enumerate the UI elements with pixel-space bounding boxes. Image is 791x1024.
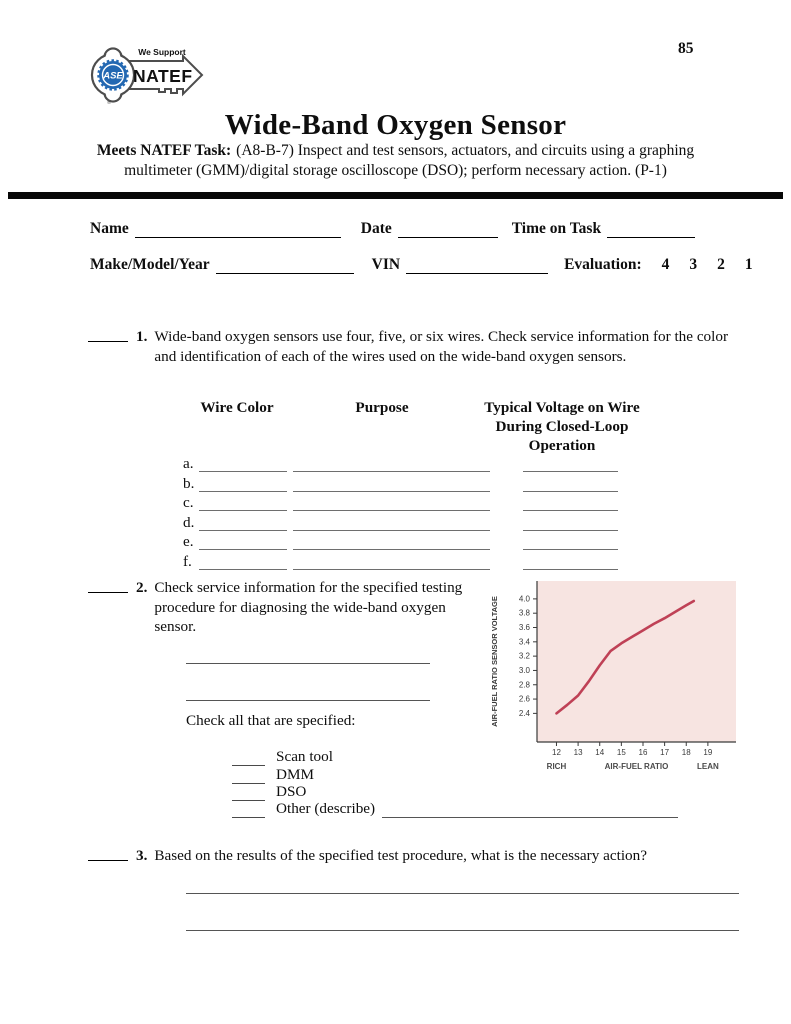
task-line-2: multimeter (GMM)/digital storage oscilloscope (DSO); perform necessary action. (P-1) <box>124 161 667 179</box>
x-tick-label: 14 <box>595 748 605 757</box>
natef-task-statement <box>0 141 791 180</box>
wire-row-letter: b. <box>183 474 195 492</box>
rich-annotation: RICH <box>546 762 567 771</box>
y-tick-label: 3.0 <box>518 665 530 675</box>
wire-row-f <box>150 553 695 572</box>
q3-answer-line-2 <box>186 930 739 931</box>
evaluation-score-4: 4 <box>661 256 670 273</box>
wire-row-letter: e. <box>183 533 194 550</box>
x-tick-label: 18 <box>681 748 691 757</box>
q3-text: Based on the results of the specified test procedure, what is the necessary action? <box>154 847 647 864</box>
evaluation-score-2: 2 <box>717 256 725 273</box>
option-check-blank <box>232 805 265 818</box>
q2-answer-line-1 <box>186 663 430 664</box>
q1-number: 1. <box>136 328 148 345</box>
voltage-blank <box>523 471 618 472</box>
date-blank <box>398 223 498 238</box>
option-check-blank <box>232 753 265 766</box>
wire-table <box>150 392 695 570</box>
x-tick-label: 16 <box>638 748 648 757</box>
y-tick-label: 3.8 <box>518 608 530 618</box>
task-line-1 <box>0 141 791 161</box>
wire-color-blank <box>199 549 287 550</box>
purpose-blank <box>293 491 490 492</box>
y-tick-label: 2.6 <box>518 694 530 704</box>
evaluation-score-3: 3 <box>689 256 698 273</box>
vin-label: VIN <box>371 256 401 273</box>
task-text: (A8-B-7) Inspect and test sensors, actuators, and circuits using a graphing <box>236 142 695 159</box>
info-row-2 <box>90 256 753 274</box>
time-on-task-blank <box>607 223 695 238</box>
q2-status-blank <box>88 578 128 593</box>
q1-status-blank <box>88 327 128 342</box>
y-tick-label: 2.8 <box>518 680 530 690</box>
plot-area <box>537 581 736 742</box>
y-tick-label: 3.2 <box>518 651 530 661</box>
q3-number: 3. <box>136 847 148 864</box>
question-2 <box>88 578 488 637</box>
purpose-blank <box>293 510 490 511</box>
registered-mark: ® <box>107 100 112 106</box>
wire-row-letter: d. <box>183 513 195 531</box>
afr-chart-svg <box>487 576 741 782</box>
option-other <box>232 801 678 818</box>
voltage-blank <box>523 510 618 511</box>
we-support-label: We Support <box>138 47 186 57</box>
voltage-blank <box>523 549 618 550</box>
voltage-blank <box>523 569 618 570</box>
y-tick-label: 2.4 <box>518 708 530 718</box>
option-check-blank <box>232 771 265 784</box>
y-tick-label: 3.4 <box>518 637 530 647</box>
time-on-task-label: Time on Task <box>511 220 602 237</box>
page-number: 85 <box>678 40 694 57</box>
wire-color-blank <box>199 530 287 531</box>
wire-row-a <box>150 455 695 474</box>
q2-number: 2. <box>136 579 148 596</box>
info-row-1 <box>90 220 695 238</box>
wire-row-d <box>150 514 695 533</box>
purpose-blank <box>293 530 490 531</box>
y-tick-label: 4.0 <box>518 594 530 604</box>
q1-text: Wide-band oxygen sensors use four, five, or six wires. Check service information for the color and identification of each of the wires used on the wide-band oxygen sensors. <box>154 328 729 365</box>
wire-row-letter: f. <box>183 552 192 570</box>
y-axis-label: AIR-FUEL RATIO SENSOR VOLTAGE <box>490 596 499 727</box>
purpose-blank <box>293 569 490 570</box>
natef-ase-logo <box>86 44 220 106</box>
x-axis-label: AIR-FUEL RATIO <box>604 762 669 771</box>
option-label: Other (describe) <box>276 800 376 818</box>
make-model-year-blank <box>216 259 354 274</box>
wire-row-c <box>150 494 695 513</box>
purpose-blank <box>293 471 490 472</box>
q3-status-blank <box>88 846 128 861</box>
wire-row-letter: c. <box>183 494 194 511</box>
divider-rule <box>8 192 783 199</box>
date-label: Date <box>360 220 392 237</box>
x-tick-label: 13 <box>573 748 583 757</box>
name-blank <box>135 223 341 238</box>
voltage-blank <box>523 530 618 531</box>
natef-label: NATEF <box>133 66 193 86</box>
ase-gear-icon <box>99 61 127 89</box>
wire-color-blank <box>199 491 287 492</box>
vin-blank <box>406 259 548 274</box>
voltage-header: Typical Voltage on Wire During Closed-Loop Operation <box>484 399 640 454</box>
question-1 <box>88 327 748 366</box>
wire-row-e <box>150 533 695 552</box>
evaluation-score-1: 1 <box>744 256 753 273</box>
make-model-year-label: Make/Model/Year <box>90 256 210 273</box>
lean-annotation: LEAN <box>696 762 719 771</box>
x-tick-label: 19 <box>703 748 713 757</box>
check-prompt: Check all that are specified: <box>186 712 356 729</box>
q2-answer-line-2 <box>186 700 430 701</box>
wire-row-b <box>150 475 695 494</box>
wire-color-blank <box>199 510 287 511</box>
q3-answer-line-1 <box>186 893 739 894</box>
purpose-header: Purpose <box>355 399 409 416</box>
option-label: DMM <box>276 765 314 783</box>
evaluation-label: Evaluation: <box>564 256 642 273</box>
option-label: DSO <box>276 782 307 800</box>
meets-task-label: Meets NATEF Task: <box>96 142 232 159</box>
other-describe-blank <box>382 805 678 818</box>
page-title: Wide-Band Oxygen Sensor <box>224 109 567 141</box>
q2-text: Check service information for the specified testing procedure for diagnosing the wide-band oxygen sensor. <box>154 579 463 635</box>
voltage-blank <box>523 491 618 492</box>
wire-color-header: Wire Color <box>200 399 274 416</box>
option-check-blank <box>232 788 265 801</box>
wire-color-blank <box>199 569 287 570</box>
name-label: Name <box>90 220 129 237</box>
y-tick-label: 3.6 <box>518 623 530 633</box>
wire-row-letter: a. <box>183 455 194 472</box>
purpose-blank <box>293 549 490 550</box>
x-tick-label: 17 <box>660 748 670 757</box>
option-label: Scan tool <box>276 748 333 766</box>
ase-label: ASE <box>103 70 123 82</box>
x-tick-label: 12 <box>552 748 561 757</box>
question-3 <box>88 846 753 866</box>
x-tick-label: 15 <box>616 748 626 757</box>
afr-chart <box>487 576 741 787</box>
wire-color-blank <box>199 471 287 472</box>
